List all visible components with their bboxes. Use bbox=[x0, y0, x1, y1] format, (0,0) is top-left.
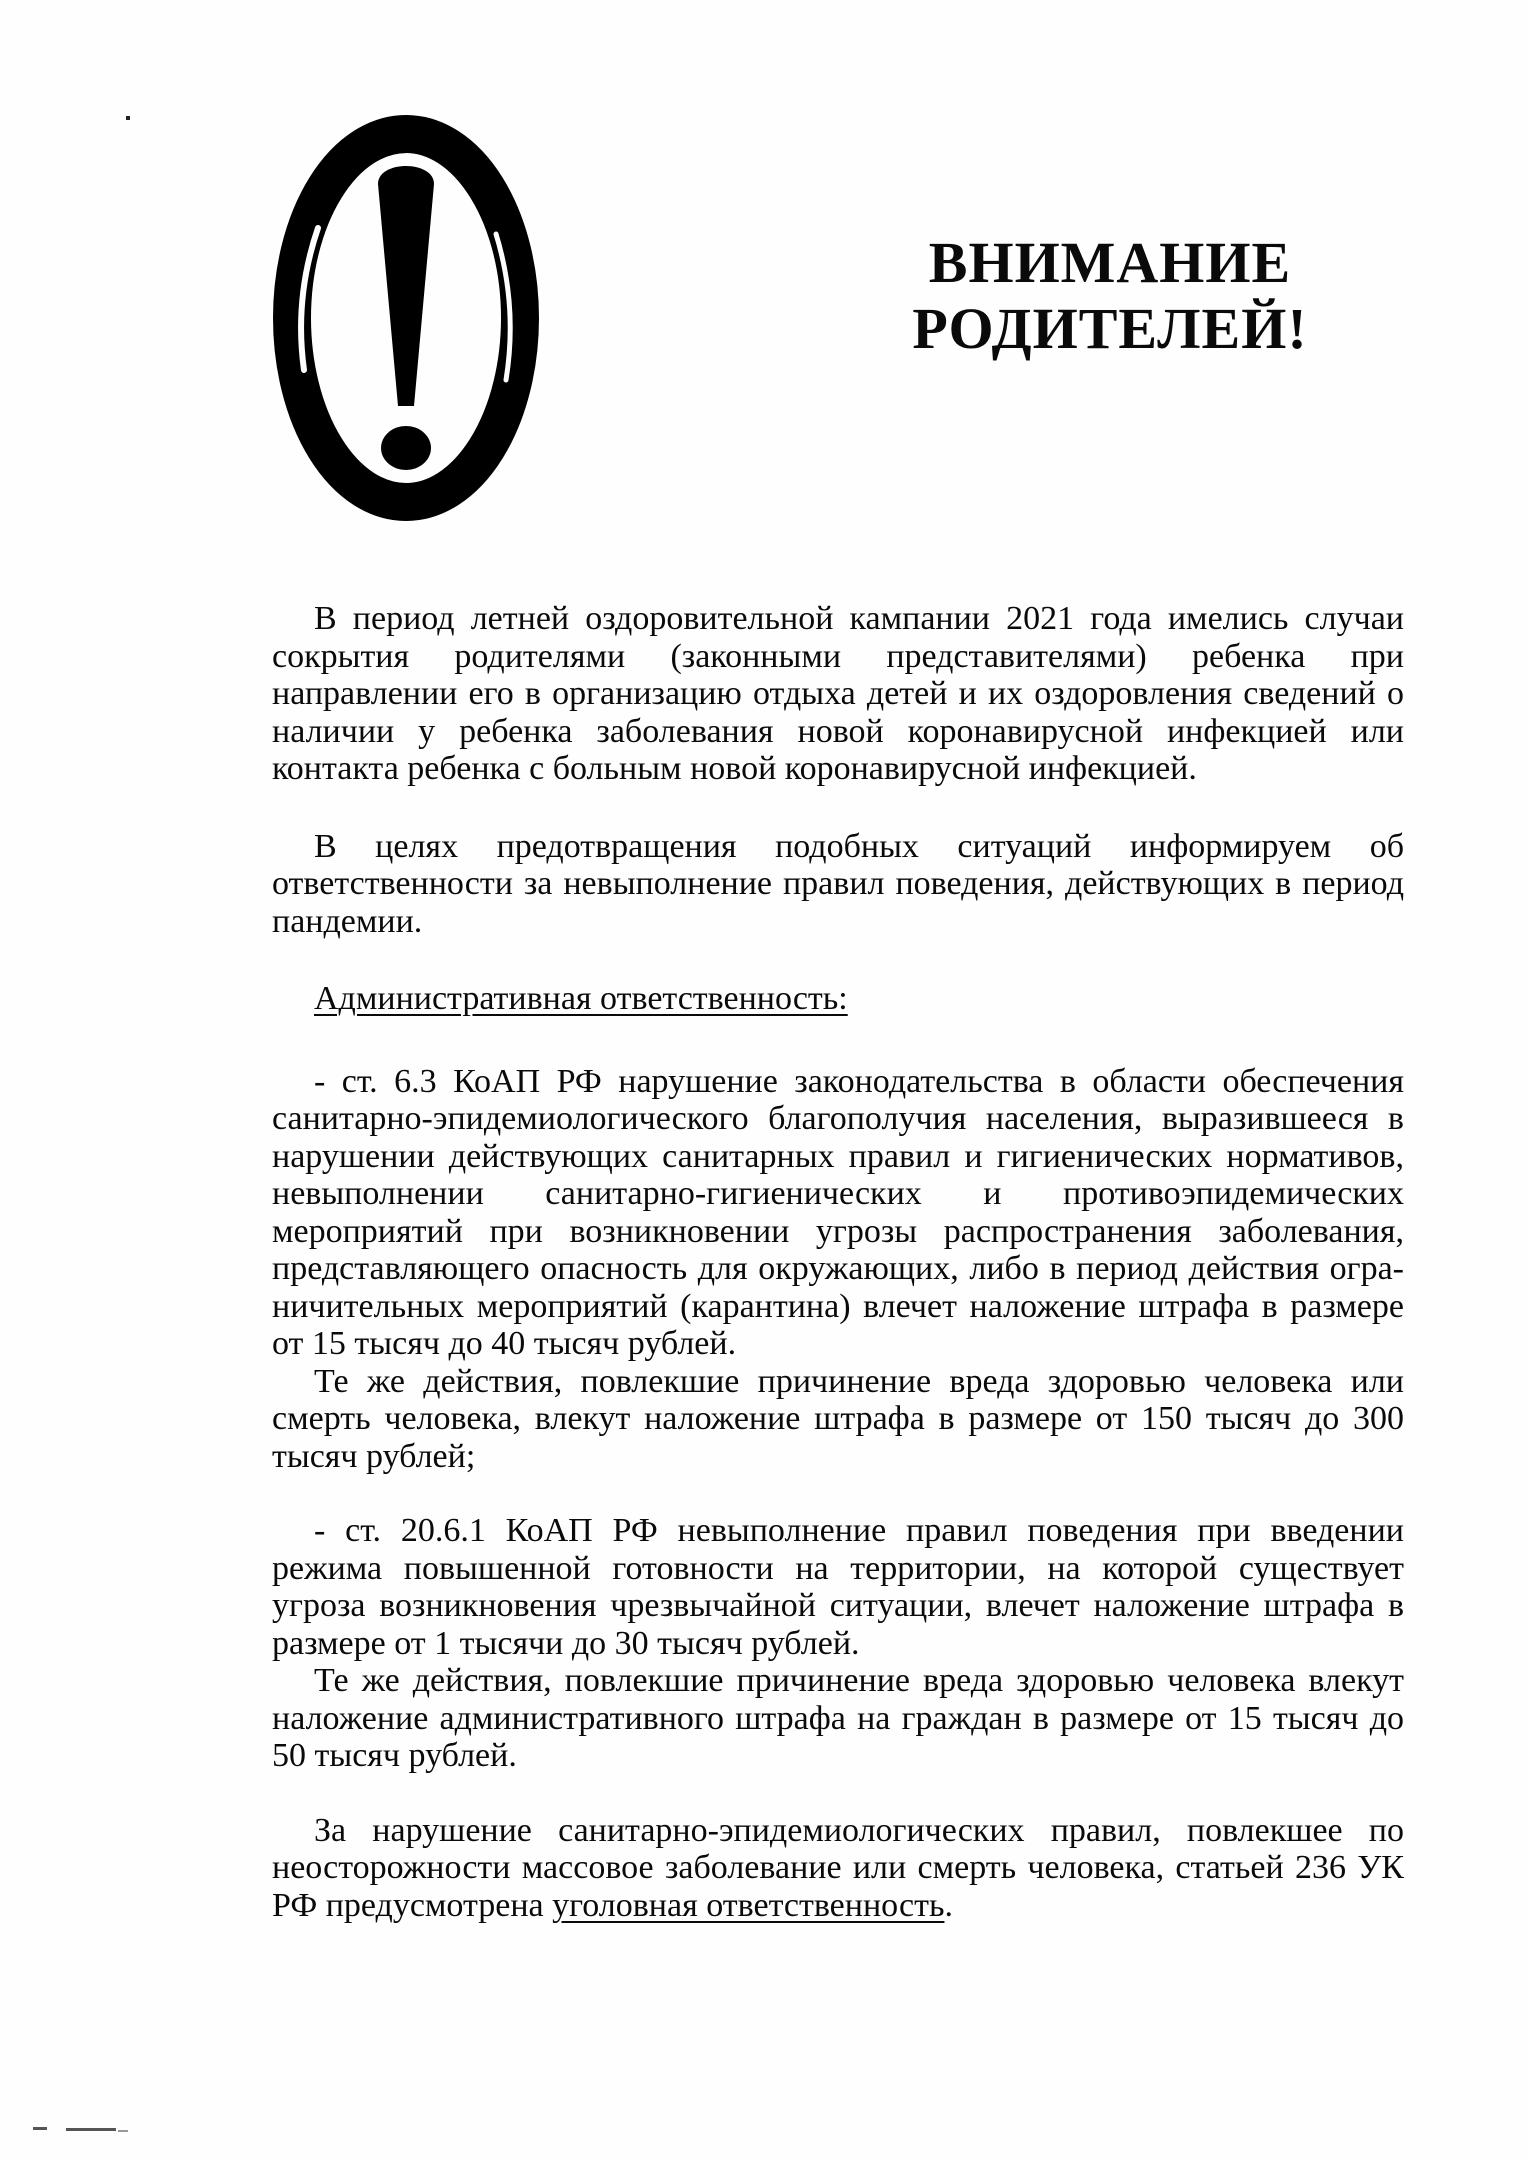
text-line: наличии у ребенка заболевания новой коронавирусной инфекцией или bbox=[272, 712, 1404, 750]
text-line: ответственности за невыполнение правил поведения, действующих в период bbox=[272, 865, 1404, 902]
paragraph-purpose bbox=[272, 828, 1404, 941]
text-line: наложение административного штрафа на граждан в размере от 15 тысяч до bbox=[272, 1699, 1404, 1737]
text-line: пандемии. bbox=[272, 902, 423, 940]
text-line: В целях предотвращения подобных ситуаций информируем об bbox=[314, 827, 1404, 865]
text-line: смерть человека, влекут наложение штрафа в размере от 150 тысяч до 300 bbox=[272, 1400, 1404, 1437]
scan-artifact-dot bbox=[126, 116, 130, 120]
paragraph-article-6-3-consequences bbox=[272, 1363, 1404, 1476]
text-line: нарушении действующих санитарных правил и гигиенических нормативов, bbox=[272, 1137, 1404, 1175]
paragraph-intro bbox=[272, 600, 1404, 788]
text-line: контакта ребенка с больным новой коронавирусной инфекцией. bbox=[272, 750, 1197, 787]
text-line: За нарушение санитарно-эпидемиологических правил, повлекшее по bbox=[314, 1811, 1404, 1849]
text-line: режима повышенной готовности на территории, на которой существует bbox=[272, 1549, 1404, 1587]
criminal-liability-underlined: уголовная ответственность bbox=[552, 1886, 945, 1924]
scan-artifact-dash bbox=[118, 2130, 128, 2132]
title-line-1: ВНИМАНИЕ bbox=[928, 230, 1292, 295]
text-line: представляющего опасность для окружающих, либо в период действия огра- bbox=[272, 1250, 1404, 1287]
scan-artifact-dash bbox=[66, 2128, 116, 2131]
text-line: направлении его в организацию отдыха детей и их оздоровления сведений о bbox=[272, 675, 1404, 712]
text-line: 50 тысяч рублей. bbox=[272, 1737, 517, 1774]
text-line: Те же действия, повлекшие причинение вреда здоровью человека или bbox=[314, 1362, 1404, 1400]
text-line: размере от 1 тысячи до 30 тысяч рублей. bbox=[272, 1624, 860, 1662]
paragraph-criminal-liability bbox=[272, 1812, 1404, 1925]
text-line: угроза возникновения чрезвычайной ситуации, влечет наложение штрафа в bbox=[272, 1587, 1404, 1624]
text-line: Те же действия, повлекшие причинение вреда здоровью человека влекут bbox=[314, 1662, 1404, 1699]
section-heading-block bbox=[272, 980, 1404, 1018]
document-body bbox=[272, 600, 1404, 1924]
text-line: от 15 тысяч до 40 тысяч рублей. bbox=[272, 1325, 737, 1362]
paragraph-article-6-3 bbox=[272, 1063, 1404, 1363]
text-line: - ст. 20.6.1 КоАП РФ невыполнение правил поведения при введении bbox=[314, 1512, 1404, 1549]
paragraph-article-20-6-1-consequences bbox=[272, 1662, 1404, 1775]
criminal-liability-prefix: РФ предусмотрена bbox=[272, 1886, 553, 1924]
criminal-liability-suffix: . bbox=[944, 1886, 953, 1924]
text-line: санитарно-эпидемиологического благополучия населения, выразившееся в bbox=[272, 1100, 1404, 1137]
text-line: сокрытия родителями (законными представителями) ребенка при bbox=[272, 637, 1404, 675]
text-line: неосторожности массовое заболевание или смерть человека, статьей 236 УК bbox=[272, 1849, 1404, 1886]
section-heading-text: Административная ответственность: bbox=[314, 980, 848, 1017]
text-line: - ст. 6.3 КоАП РФ нарушение законодательства в области обеспечения bbox=[314, 1062, 1404, 1100]
paragraph-article-20-6-1 bbox=[272, 1512, 1404, 1662]
text-line: тысяч рублей; bbox=[272, 1437, 476, 1475]
text-line bbox=[272, 1887, 1404, 1925]
page-title bbox=[880, 230, 1340, 362]
section-heading bbox=[272, 980, 1404, 1018]
text-line: ничительных мероприятий (карантина) влечет наложение штрафа в размере bbox=[272, 1287, 1404, 1325]
text-line: невыполнении санитарно-гигиенических и противоэпидемических bbox=[272, 1175, 1404, 1212]
warning-exclamation-icon bbox=[266, 108, 546, 532]
text-line: В период летней оздоровительной кампании 2021 года имелись случаи bbox=[314, 600, 1404, 637]
text-line: мероприятий при возникновении угрозы распространения заболевания, bbox=[272, 1212, 1404, 1250]
title-line-2: РОДИТЕЛЕЙ! bbox=[912, 296, 1308, 361]
scan-artifact-dash bbox=[33, 2127, 47, 2130]
